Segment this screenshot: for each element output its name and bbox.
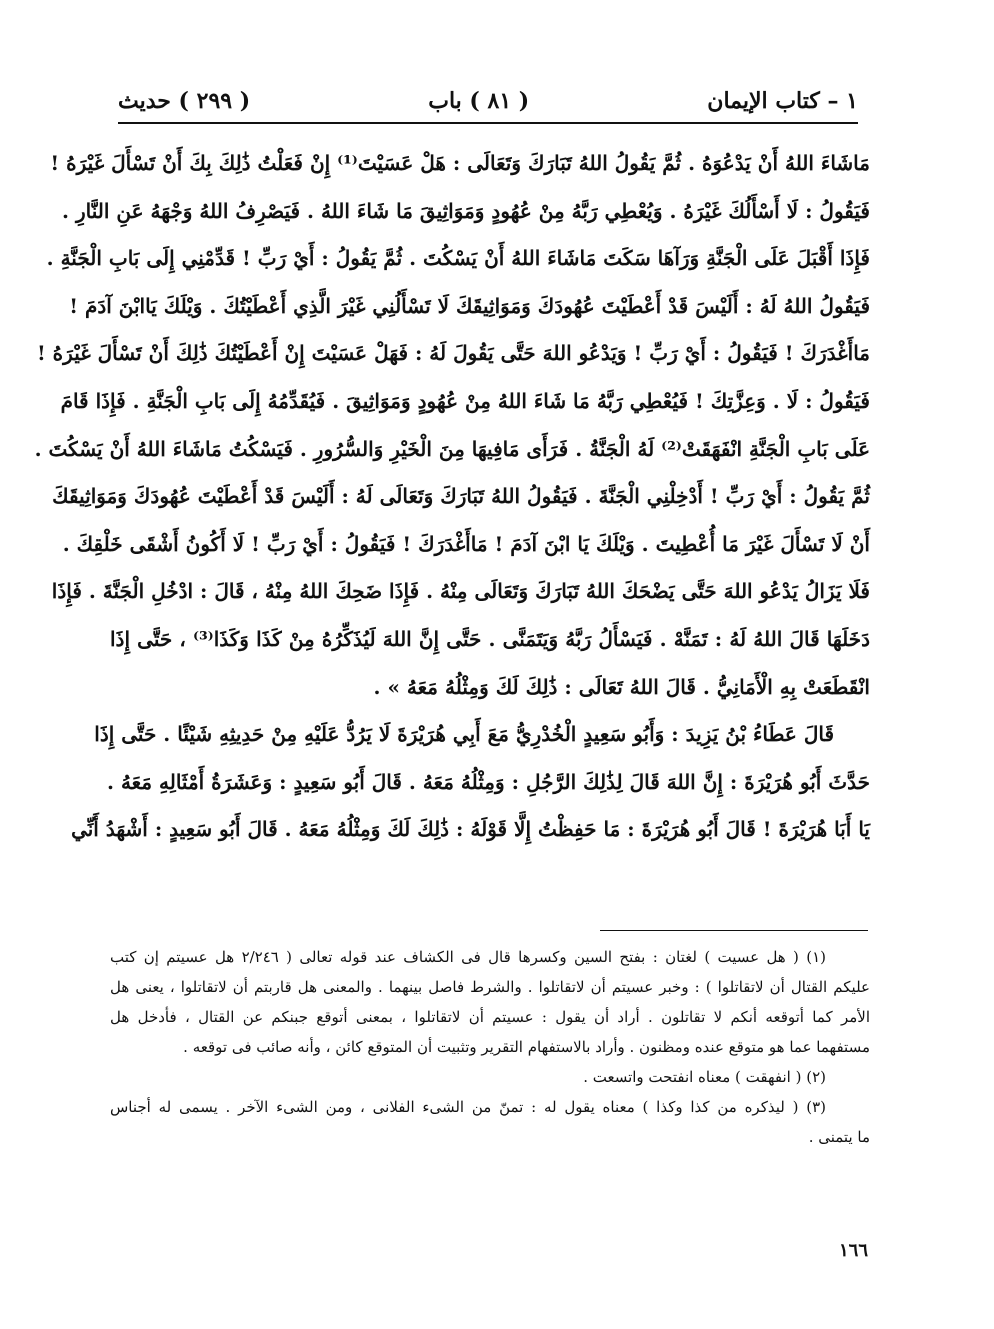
text-line: مَاأَغْدَرَكَ ! فَيَقُولُ : أَيْ رَبِّ ! وَيَدْعُو اللهَ حَتَّى يَقُولَ لَهُ : فَهَلْ عَسَيْتَ إِنْ أَعْطَيْتُكَ ذَٰلِكَ أَنْ تَسْأَلَ غَيْرَهُ ! [36,341,870,366]
text-line: فَيَقُولُ : لَا أَسْأَلُكَ غَيْرَهُ . وَيُعْطِي رَبَّهُ مِنْ عُهُودٍ وَمَوَاثِيقَ مَا شَاءَ اللهُ . فَيَصْرِفُ اللهُ وَجْهَهُ عَنِ النَّارِ . [62,198,870,223]
footnote-line: ما يتمنى . [808,1128,870,1146]
footnote-line: (٣) ( ليذكره من كذا وكذا ) معناه يقول له : تمنّ من الشىء الفلانى ، ومن الشىء الآخر . يسمى له أجناس [110,1098,826,1116]
text-line: فَإِذَا أَقْبَلَ عَلَى الْجَنَّةِ وَرَآهَا سَكَتَ مَاشَاءَ اللهُ أَنْ يَسْكُتَ . ثُمَّ يَقُولُ : أَيْ رَبِّ ! قَدِّمْنِي إِلَى بَابِ الْجَنَّةِ . [46,246,870,271]
hadith-text [34,140,870,854]
footnotes [110,942,870,1152]
hadith-number: ( ٢٩٩ ) حديث [118,88,251,114]
footnote-line: (١) ( هل عسيت ) لغتان : بفتح السين وكسرها قال فى الكشاف عند قوله تعالى ( ٢/٢٤٦ هل عسيتم إن كتب [110,948,827,966]
running-header [118,80,858,124]
book-title: ١ – كتاب الإيمان [707,88,858,114]
text-line: مَاشَاءَ اللهُ أَنْ يَدْعُوَهُ . ثُمَّ يَقُولُ اللهُ تَبَارَكَ وَتَعَالَى : هَلْ عَسَيْتَ⁽¹⁾ إِنْ فَعَلْتُ ذَٰلِكَ بِكَ أَنْ تَسْأَلَ غَيْرَهُ ! [50,151,870,175]
text-line: عَلَى بَابِ الْجَنَّةِ انْفَهَقَتْ⁽²⁾ لَهُ الْجَنَّةُ . فَرَأَى مَافِيهَا مِنَ الْخَيْرِ وَالسُّرُورِ . فَيَسْكُتُ مَاشَاءَ اللهُ أَنْ يَسْكُتَ . [34,436,870,461]
footnote-line: مستفهما عما هو متوقع عنده ومظنون . وأراد بالاستفهام التقرير وتثبيت أن المتوقع كائن ، وأنه صائب فى توقعه . [183,1038,870,1056]
text-line: حَدَّثَ أَبُو هُرَيْرَةَ : إِنَّ اللهَ قَالَ لِذَٰلِكَ الرَّجُلِ : وَمِثْلُهُ مَعَهُ . قَالَ أَبُو سَعِيدٍ : وَعَشَرَةُ أَمْثَالِهِ مَعَهُ . [107,769,870,794]
footnote-line: عليكم القتال أن لاتقاتلوا ) : وخبر عسيتم أن لاتقاتلوا . والشرط فاصل بينهما . والمعنى هل قاربتم أن لاتقاتلوا ، يعنى هل [110,978,870,996]
page-number: ١٦٦ [838,1240,868,1261]
text-line: قَالَ عَطَاءُ بْنُ يَزِيدَ : وَأَبُو سَعِيدٍ الْخُدْرِيُّ مَعَ أَبِي هُرَيْرَةَ لَا يَرُدُّ عَلَيْهِ مِنْ حَدِيثِهِ شَيْئًا . حَتَّى إِذَا [94,722,834,747]
text-line: يَا أَبَا هُرَيْرَةَ ! قَالَ أَبُو هُرَيْرَةَ : مَا حَفِظْتُ إِلَّا قَوْلَهُ : ذَٰلِكَ لَكَ وَمِثْلُهُ مَعَهُ . قَالَ أَبُو سَعِيدٍ : أَشْهَدُ أَنِّي [71,817,870,842]
footnote-line: الأمر كما أتوقعه أنكم لا تقاتلون . أراد أن يقول : عسيتم أن لاتقاتلوا ، بمعنى أتوقع جبنكم عن القتال ، فأدخل هل [110,1008,870,1026]
text-line: انْقَطَعَتْ بِهِ الْأَمَانِيُّ . قَالَ اللهُ تَعَالَى : ذَٰلِكَ لَكَ وَمِثْلُهُ مَعَهُ » . [373,674,870,699]
text-line: دَخَلَهَا قَالَ اللهُ لَهُ : تَمَنَّهْ . فَيَسْأَلُ رَبَّهُ وَيَتَمَنَّى . حَتَّى إِنَّ اللهَ لَيُذَكِّرُهُ مِنْ كَذَا وَكَذَا⁽³⁾ ، حَتَّى إِذَا [110,626,870,651]
footnote-line: (٢) ( انفهقت ) معناه انفتحت واتسعت . [583,1068,826,1086]
text-line: فَلَا يَزَالُ يَدْعُو اللهَ حَتَّى يَضْحَكَ اللهُ تَبَارَكَ وَتَعَالَى مِنْهُ . فَإِذَا ضَحِكَ اللهُ مِنْهُ ، قَالَ : ادْخُلِ الْجَنَّةَ . فَإِذَا [51,579,870,604]
footnote-divider [600,930,868,931]
text-line: ثُمَّ يَقُولُ : أَيْ رَبِّ ! أَدْخِلْنِي الْجَنَّةَ . فَيَقُولُ اللهُ تَبَارَكَ وَتَعَالَى لَهُ : أَلَيْسَ قَدْ أَعْطَيْتَ عُهُودَكَ وَمَوَاثِيقَكَ [52,484,870,509]
text-line: فَيَقُولُ : لَا . وَعِزَّتِكَ ! فَيُعْطِي رَبَّهُ مَا شَاءَ اللهُ مِنْ عُهُودٍ وَمَوَاثِيقَ . فَيُقَدِّمُهُ إِلَى بَابِ الْجَنَّةِ . فَإِذَا قَامَ [60,388,870,413]
text-line: فَيَقُولُ اللهُ لَهُ : أَلَيْسَ قَدْ أَعْطَيْتَ عُهُودَكَ وَمَوَاثِيقَكَ لَا تَسْأَلُنِي غَيْرَ الَّذِي أَعْطَيْتُكَ . وَيْلَكَ يَاابْنَ آدَمَ ! [69,293,870,318]
text-line: أَنْ لَا تَسْأَلَ غَيْرَ مَا أُعْطِيتَ . وَيْلَكَ يَا ابْنَ آدَمَ ! مَاأَغْدَرَكَ ! فَيَقُولُ : أَيْ رَبِّ ! لَا أَكُونُ أَشْقَى خَلْقِكَ . [62,531,870,556]
chapter-number: ( ٨١ ) باب [428,88,530,114]
